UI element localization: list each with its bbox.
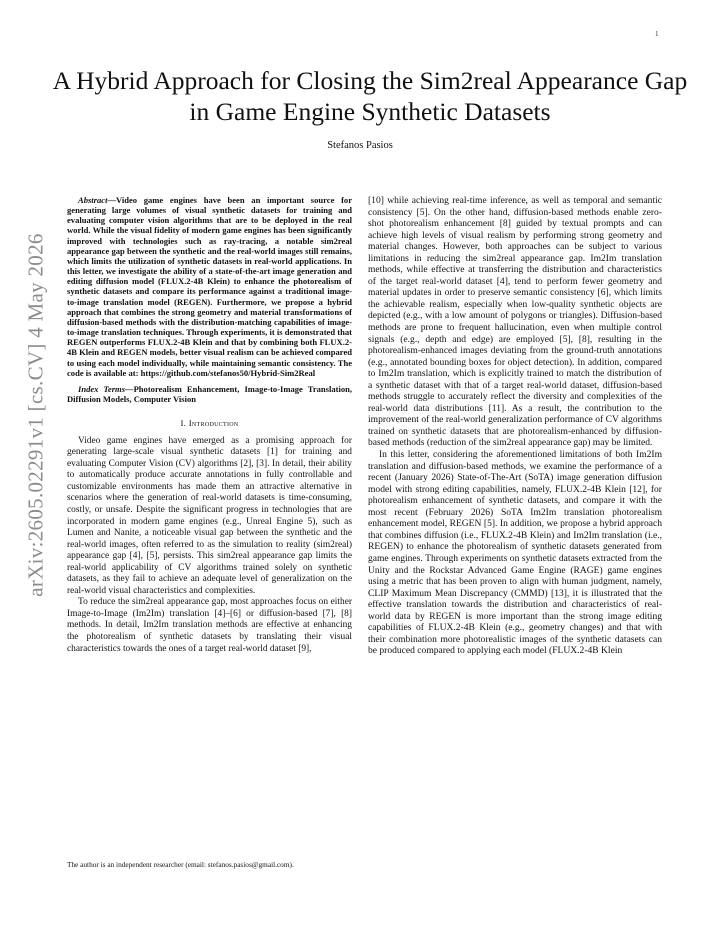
footnote-text: The author is an independent researcher (email: stefanos.pasios@gmail.com). <box>67 860 294 869</box>
abstract-text: —Video game engines have been an important source for generating large volumes of visual synthetic datasets for training and evaluating computer vision algorithms that are to be deployed in the real world. While the visual fidelity of modern game engines has been significantly improved with technologies such as ray-tracing, a notable sim2real appearance gap between the synthetic and the real-world images still remains, which limits the utilization of synthetic datasets in real-world applications. In this letter, we investigate the ability of a state-of-the-art image generation and editing diffusion model (FLUX.2-4B Klein) to enhance the photorealism of synthetic datasets and compare its performance against a traditional image-to-image translation model (REGEN). Furthermore, we propose a hybrid approach that combines the strong geometry and material transformations of diffusion-based methods with the distribution-matching capabilities of image-to-image translation techniques. Through experiments, it is demonstrated that REGEN outperforms FLUX.2-4B Klein and that by combining both FLUX.2-4B Klein and REGEN models, better visual realism can be achieved compared to using each model individually, while maintaining semantic consistency. The code is available at: https://github.com/stefanos50/Hybrid-Sim2Real <box>67 195 352 378</box>
index-terms-label: Index Terms <box>78 383 126 394</box>
paper-title: A Hybrid Approach for Closing the Sim2real Appearance Gap in Game Engine Synthetic Datasets <box>52 66 688 126</box>
page-number: 1 <box>655 30 659 38</box>
paragraph: In this letter, considering the aforementioned limitations of both Im2Im translation and diffusion-based methods, we examine the performance of a recent (January 2026) State-of-The-Art (SoTA) image generation diffusion model with strong editing capabilities, namely, FLUX.2-4B Klein [12], for photorealism enhancement of synthetic datasets, and compare it with the most recent (February 2026) SoTA Im2Im translation photorealism enhancement model, REGEN [5]. In addition, we propose a hybrid approach that combines diffusion (i.e., FLUX.2-4B Klein) and Im2Im translation (i.e., REGEN) to enhance the photorealism of synthetic datasets generated from game engines. Through experiments on synthetic datasets extracted from the Unity and the Rockstar Advanced Game Engine (RAGE) game engines using a metric that has been proven to align with human judgment, namely, CLIP Maximum Mean Discrepancy (CMMD) [13], it is illustrated that the effective translation towards the distribution and characteristics of real-world data by REGEN is more important than the strong image editing capabilities of FLUX.2-4B Klein (e.g., geometry changes) and that with their combination more photorealistic images of the synthetic datasets can be produced compared to applying each model (FLUX.2-4B Klein <box>368 449 662 657</box>
paragraph: [10] while achieving real-time inference, as well as temporal and semantic consistency [5]. On the other hand, diffusion-based methods enable zero-shot photorealism enhancement [8] guided by textual prompts and can achieve high levels of visual realism by performing strong geometry and material changes. However, both approaches can be subject to various limitations in reducing the sim2real appearance gap. Im2Im translation methods, while effective at transferring the distribution and characteristics of the target real-world dataset [4], tend to perform fewer geometry and material updates in order to preserve semantic consistency [6], which limits the achievable realism, especially when low-quality synthetic objects are depicted (e.g., with a low amount of polygons or triangles). Diffusion-based methods are prone to frequent hallucination, even when multiple control signals (e.g., depth and edge) are employed [5], [8], resulting in the photorealism-enhanced images deviating from the ground-truth annotations (e.g., annotated bounding boxes for object detection). In addition, compared to Im2Im translation, which is explicitly trained to match the distribution of a synthetic dataset with that of a target real-world dataset, diffusion-based methods struggle to accurately reflect the diversity and complexities of the real-world data distributions [11]. As a result, the contribution to the improvement of the real-world generalization performance of CV algorithms trained on synthetic datasets that are photorealism-enhanced by diffusion-based methods (reduction of the sim2real appearance gap) may be limited. <box>368 195 662 449</box>
abstract <box>67 195 352 378</box>
left-column <box>67 195 352 655</box>
author-name: Stefanos Pasios <box>327 140 393 151</box>
section-heading <box>67 418 352 430</box>
arxiv-identifier: arXiv:2605.02291v1 [cs.CV] 4 May 2026 <box>23 233 48 597</box>
footnote <box>67 860 352 869</box>
paragraph: Video game engines have emerged as a promising approach for generating large-scale visual synthetic datasets [1] for training and evaluating Computer Vision (CV) algorithms [2], [3]. In detail, their ability to automatically produce accurate annotations in fully controllable and customizable environments has made them an attractive alternative in scenarios where the generation of real-world datasets is time-consuming, costly, or unsafe. Despite the significant progress in technologies that are incorporated in modern game engines (e.g., Unreal Engine 5), such as Lumen and Nanite, a noticeable visual gap between the synthetic and the real-world images, often referred to as the simulation to reality (sim2real) appearance gap [4], [5], persists. This sim2real appearance gap limits the real-world applicability of CV algorithms trained solely on synthetic datasets, as they fail to achieve an adequate level of generalization on the real-world visual characteristics and complexities. <box>67 435 352 596</box>
index-terms <box>67 384 352 404</box>
section-number: I. <box>180 418 189 429</box>
abstract-label: Abstract <box>78 195 108 205</box>
paragraph: To reduce the sim2real appearance gap, most approaches focus on either Image-to-Image (Im2Im) translation [4]–[6] or diffusion-based [7], [8] methods. In detail, Im2Im translation methods are effective at enhancing the photorealism of synthetic datasets by translating their visual characteristics towards the ones of a target real-world dataset [9], <box>67 597 352 654</box>
right-column <box>368 195 662 657</box>
section-title: Introduction <box>188 418 239 429</box>
index-terms-text: —Photorealism Enhancement, Image-to-Image Translation, Diffusion Models, Computer Vision <box>67 383 353 404</box>
